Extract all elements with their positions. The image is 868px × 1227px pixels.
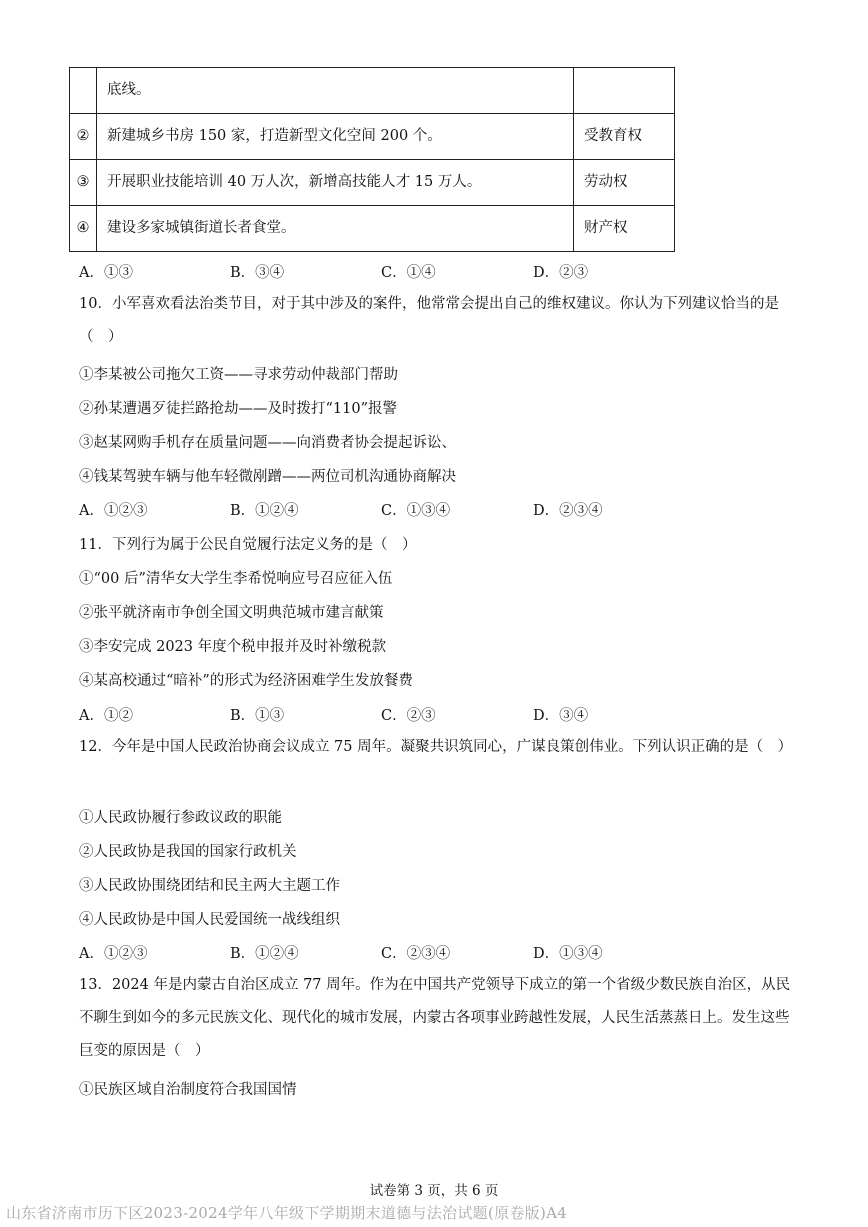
table-row [70,206,675,252]
table-row [70,68,675,114]
q12-option-4: ④人民政协是中国人民爱国统一战线组织 [79,912,340,928]
q11-stem: 11．下列行为属于公民自觉履行法定义务的是（ ） [79,537,417,553]
q12-answer-c: C．②③④ [381,946,451,962]
q11-answer-d: D．③④ [533,708,589,724]
q10-answer-b: B．①②④ [230,503,299,519]
q10-option-1: ①李某被公司拖欠工资——寻求劳动仲裁部门帮助 [79,367,398,383]
q11-answer-c: C．②③ [381,708,436,724]
table-row [70,114,675,160]
q12-answer-d: D．①③④ [533,946,603,962]
table-row-number: ④ [70,206,97,252]
q10-answer-d: D．②③④ [533,503,603,519]
page-footer: 试卷第 3 页，共 6 页 [369,1183,499,1199]
table-row-number: ③ [70,160,97,206]
document-watermark: 山东省济南市历下区2023-2024学年八年级下学期期末道德与法治试题(原卷版)A4 [6,1204,568,1222]
q9-answer-c: C．①④ [381,265,436,281]
q10-answer-a: A．①②③ [79,503,148,519]
table-row-number [70,68,97,114]
q9-answer-a: A．①③ [79,265,133,281]
q12-answer-b: B．①②④ [230,946,299,962]
table-row [70,160,675,206]
q11-option-3: ③李安完成 2023 年度个税申报并及时补缴税款 [79,639,387,655]
options-table [69,67,675,252]
table-row-text: 底线。 [97,68,574,114]
table-row-text: 开展职业技能培训 40 万人次，新增高技能人才 15 万人。 [97,160,574,206]
table-row-right: 受教育权 [574,114,675,160]
table-row-number: ② [70,114,97,160]
q10-option-4: ④钱某驾驶车辆与他车轻微剐蹭——两位司机沟通协商解决 [79,469,456,485]
q11-option-4: ④某高校通过“暗补”的形式为经济困难学生发放餐费 [79,673,413,689]
q9-answer-d: D．②③ [533,265,589,281]
table-row-right: 财产权 [574,206,675,252]
q12-option-1: ①人民政协履行参政议政的职能 [79,810,282,826]
q13-option-1: ①民族区域自治制度符合我国国情 [79,1082,297,1098]
q11-option-2: ②张平就济南市争创全国文明典范城市建言献策 [79,605,384,621]
q12-option-2: ②人民政协是我国的国家行政机关 [79,844,297,860]
q13-stem: 13．2024 年是内蒙古自治区成立 77 周年。作为在中国共产党领导下成立的第一个省级少数民族自治区，从民不聊生到如今的多元民族文化、现代化的城市发展，内蒙古各项事业跨越性发展，人民生活蒸蒸日上。发生这些巨变的原因是（ ） [79,977,791,1059]
q10-option-3: ③赵某网购手机存在质量问题——向消费者协会提起诉讼、 [79,435,456,451]
q12-answer-a: A．①②③ [79,946,148,962]
q12-stem: 12．今年是中国人民政治协商会议成立 75 周年。凝聚共识筑同心，广谋良策创伟业。下列认识正确的是（ ） [79,739,793,755]
table-row-right [574,68,675,114]
q11-option-1: ①“00 后”清华女大学生李希悦响应号召应征入伍 [79,571,393,587]
table-row-text: 新建城乡书房 150 家，打造新型文化空间 200 个。 [97,114,574,160]
q10-answer-c: C．①③④ [381,503,451,519]
q10-option-2: ②孙某遭遇歹徒拦路抢劫——及时拨打“110”报警 [79,401,398,417]
q9-answer-b: B．③④ [230,265,285,281]
table-row-right: 劳动权 [574,160,675,206]
q11-answer-b: B．①③ [230,708,285,724]
table-row-text: 建设多家城镇街道长者食堂。 [97,206,574,252]
q11-answer-a: A．①② [79,708,133,724]
q10-stem: 10．小军喜欢看法治类节目，对于其中涉及的案件，他常常会提出自己的维权建议。你认为下列建议恰当的是（ ） [79,296,779,345]
q12-option-3: ③人民政协围绕团结和民主两大主题工作 [79,878,340,894]
